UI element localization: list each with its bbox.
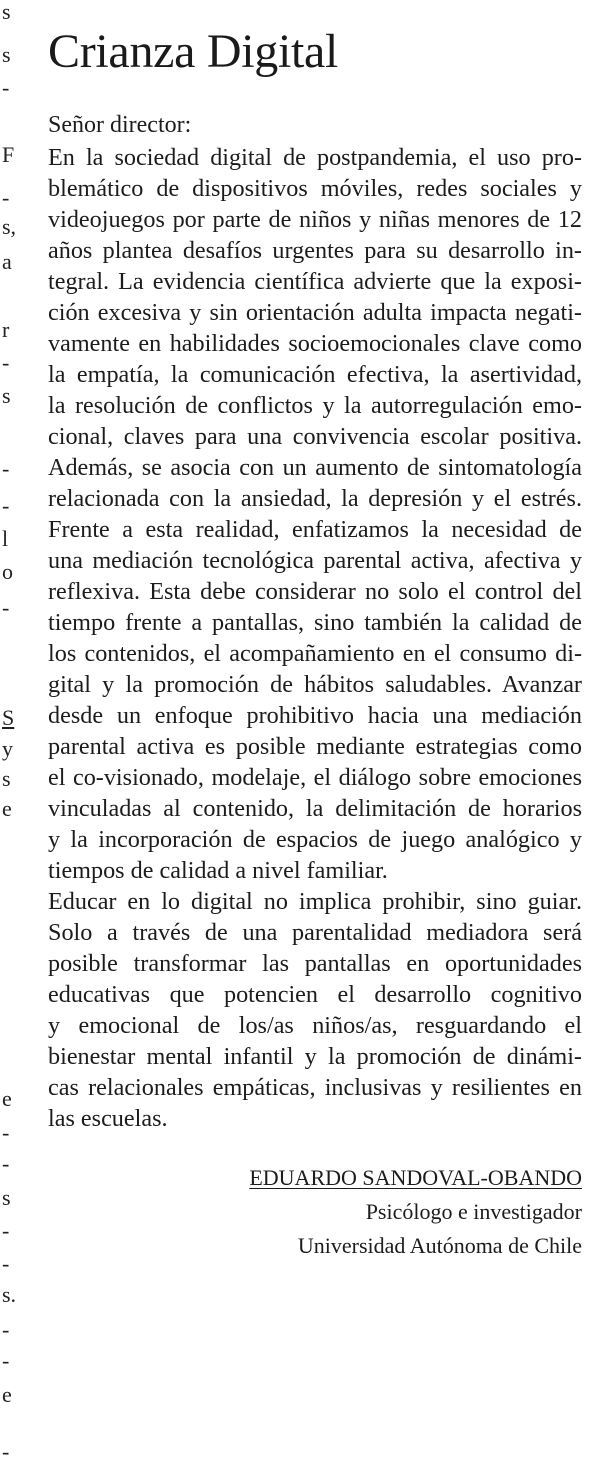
gutter-fragment: s.: [2, 1282, 16, 1307]
gutter-fragment: -: [2, 493, 10, 518]
author-role: Psicólogo e investigador: [365, 1199, 582, 1224]
body-line: videojuegos por parte de niños y niñas menores de 12: [48, 206, 582, 233]
gutter-fragment: -: [2, 1120, 10, 1145]
body-line: bienestar mental infantil y la promoción de dinámi-: [48, 1043, 582, 1070]
gutter-fragment: s: [2, 42, 11, 67]
body-line: años plantea desafíos urgentes para su desarrollo in-: [48, 237, 582, 264]
gutter-fragment: s,: [2, 214, 16, 239]
body-line: parental activa es posible mediante estrategias como: [48, 733, 582, 760]
gutter-fragment: r: [2, 317, 10, 342]
body-line: y emocional de los/as niños/as, resguardando el: [48, 1012, 582, 1039]
previous-column-fragment: [0, 0, 16, 1472]
author-institution: Universidad Autónoma de Chile: [297, 1233, 582, 1258]
gutter-fragment: y: [2, 736, 13, 761]
body-line: el co-visionado, modelaje, el diálogo sobre emociones: [48, 764, 582, 791]
gutter-fragment: e: [2, 1382, 12, 1407]
body-line: Además, se asocia con un aumento de sintomatología: [48, 454, 582, 481]
body-line: Solo a través de una parentalidad mediadora será: [48, 919, 582, 946]
gutter-fragment: -: [2, 75, 10, 100]
body-line: cional, claves para una convivencia escolar positiva.: [48, 423, 582, 450]
gutter-fragment: e: [2, 796, 12, 821]
gutter-fragment: e: [2, 1086, 12, 1111]
body-line: gital y la promoción de hábitos saludables. Avanzar: [48, 671, 582, 698]
body-line: una mediación tecnológica parental activa, afectiva y: [48, 547, 582, 574]
gutter-fragment: -: [2, 595, 10, 620]
body-line: tegral. La evidencia científica advierte que la exposi-: [48, 268, 582, 295]
body-line: reflexiva. Esta debe considerar no solo el control del: [48, 578, 582, 605]
body-line: posible transformar las pantallas en oportunidades: [48, 950, 582, 977]
body-line: la resolución de conflictos y la autorregulación emo-: [48, 392, 582, 419]
gutter-fragment: -: [2, 350, 10, 375]
body-line: desde un enfoque prohibitivo hacia una mediación: [48, 702, 582, 729]
salutation: Señor director:: [48, 112, 192, 138]
body-line: y la incorporación de espacios de juego analógico y: [48, 826, 582, 853]
gutter-fragment: S: [2, 705, 15, 730]
body-line: tiempo frente a pantallas, sino también la calidad de: [48, 609, 582, 636]
gutter-fragment: s: [2, 383, 11, 408]
gutter-fragment: l: [2, 526, 9, 551]
body-line: vinculadas al contenido, la delimitación de horarios: [48, 795, 582, 822]
body-line: la empatía, la comunicación efectiva, la asertividad,: [48, 361, 582, 388]
body-line: cas relacionales empáticas, inclusivas y resilientes en: [48, 1074, 582, 1101]
gutter-fragment: s: [2, 1185, 11, 1210]
gutter-fragment: o: [2, 559, 13, 584]
body-line: relacionada con la ansiedad, la depresión y el estrés.: [48, 485, 582, 512]
gutter-fragment: s: [2, 0, 11, 24]
gutter-fragment: F: [2, 142, 15, 167]
body-line: tiempos de calidad a nivel familiar.: [48, 857, 388, 884]
gutter-fragment: -: [2, 1218, 10, 1243]
body-line: las escuelas.: [48, 1105, 168, 1132]
body-line: ción excesiva y sin orientación adulta impacta negati-: [48, 299, 582, 326]
body-line: los contenidos, el acompañamiento en el consumo di-: [48, 640, 582, 667]
article-title: Crianza Digital: [48, 25, 339, 78]
gutter-fragment: -: [2, 1151, 10, 1176]
gutter-fragment: -: [2, 1348, 10, 1373]
gutter-fragment: -: [2, 1439, 10, 1464]
body-line: educativas que potencien el desarrollo cognitivo: [48, 981, 582, 1008]
body-line: blemático de dispositivos móviles, redes sociales y: [48, 175, 582, 202]
gutter-fragment: -: [2, 1317, 10, 1342]
body-line: Educar en lo digital no implica prohibir, sino guiar.: [48, 888, 582, 915]
gutter-fragment: a: [2, 249, 12, 274]
gutter-fragment: -: [2, 456, 10, 481]
body-line: vamente en habilidades socioemocionales clave como: [48, 330, 582, 357]
author-name: EDUARDO SANDOVAL-OBANDO: [249, 1165, 582, 1190]
gutter-fragment: -: [2, 185, 10, 210]
gutter-fragment: s: [2, 766, 11, 791]
body-line: En la sociedad digital de postpandemia, el uso pro-: [48, 144, 582, 171]
body-line: Frente a esta realidad, enfatizamos la necesidad de: [48, 516, 582, 543]
gutter-fragment: -: [2, 1251, 10, 1276]
